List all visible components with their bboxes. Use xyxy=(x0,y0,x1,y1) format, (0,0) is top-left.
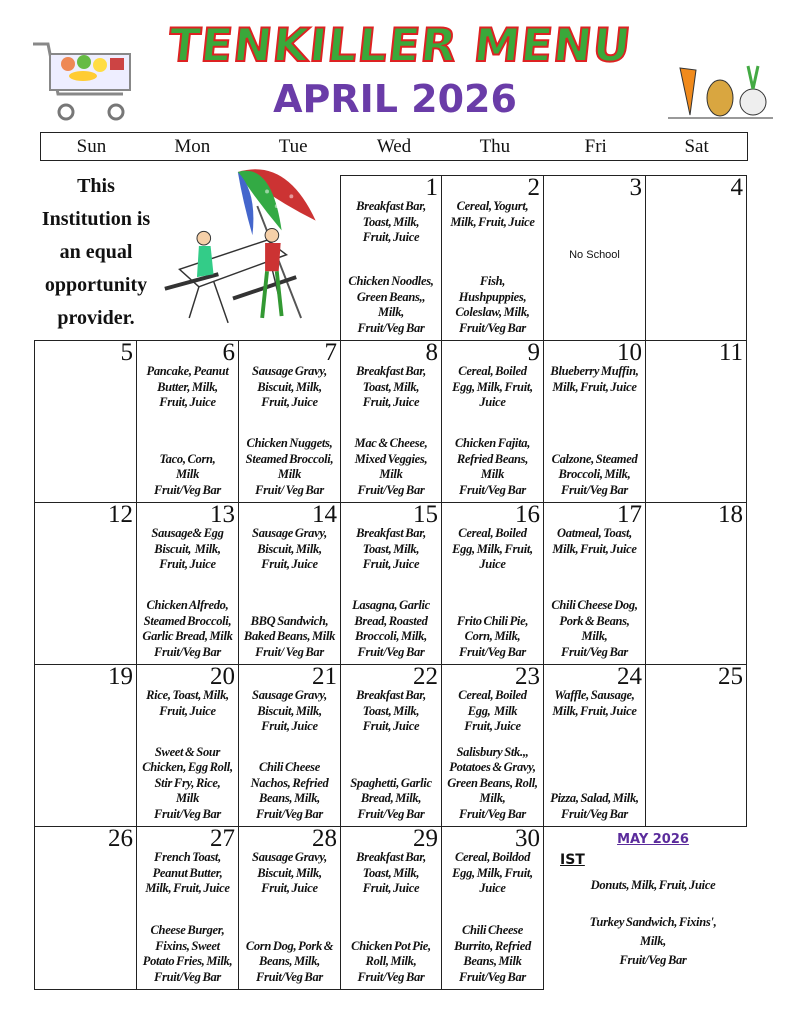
lunch-menu: Cheese Burger, Fixins, Sweet Potato Fries, Milk, Fruit/Veg Bar xyxy=(142,923,233,984)
breakfast-menu: Cereal, Boildod Egg, Milk, Fruit, Juice xyxy=(452,850,533,895)
vegetable-characters-illustration xyxy=(668,60,773,122)
day-cell-6 xyxy=(136,340,239,503)
day-number: 30 xyxy=(515,826,540,852)
weekday-sun: Sun xyxy=(76,136,107,157)
day-cell-8 xyxy=(340,340,442,503)
day-cell-17 xyxy=(543,502,646,665)
breakfast-menu: Oatmeal, Toast, Milk, Fruit, Juice xyxy=(552,526,637,556)
lunch-menu: BBQ Sandwich, Baked Beans, Milk Fruit/ Veg Bar xyxy=(243,613,336,659)
breakfast-menu: Waffle, Sausage, Milk, Fruit, Juice xyxy=(552,688,637,718)
day-number: 15 xyxy=(413,502,438,528)
day-cell-21 xyxy=(238,664,341,827)
day-cell-26 xyxy=(34,826,137,990)
day-cell-24 xyxy=(543,664,646,827)
day-number: 2 xyxy=(527,175,540,201)
day-number: 21 xyxy=(312,664,337,690)
breakfast-menu: Pancake, Peanut Butter, Milk, Fruit, Juice xyxy=(146,364,229,409)
day-cell-12 xyxy=(34,502,137,665)
lunch-menu: Chicken Nuggets, Steamed Broccoli, Milk Fruit/ Veg Bar xyxy=(245,436,334,497)
breakfast-menu: Rice, Toast, Milk, Fruit, Juice xyxy=(146,688,229,718)
day-cell-27 xyxy=(136,826,239,990)
weekday-thu: Thu xyxy=(479,136,511,157)
breakfast-menu: Cereal, Boiled Egg, Milk Fruit, Juice xyxy=(458,688,527,733)
lunch-menu: Chili Cheese Burrito, Refried Beans, Milk Fruit/Veg Bar xyxy=(454,923,531,984)
lunch-menu: Mac & Cheese, Mixed Veggies, Milk Fruit/Veg Bar xyxy=(354,436,428,497)
day-number: 28 xyxy=(312,826,337,852)
breakfast-menu: Cereal, Yogurt, Milk, Fruit, Juice xyxy=(450,199,535,229)
day-cell-9 xyxy=(441,340,544,503)
weekday-wed: Wed xyxy=(376,136,412,157)
day-number: 25 xyxy=(718,664,743,690)
day-number: 24 xyxy=(617,664,642,690)
breakfast-menu: Cereal, Boiled Egg, Milk, Fruit, Juice xyxy=(452,364,533,409)
weekday-sat: Sat xyxy=(684,136,709,157)
day-number: 9 xyxy=(527,340,540,366)
grocery-cart-illustration xyxy=(28,34,138,126)
day-cell-14 xyxy=(238,502,341,665)
weekday-header xyxy=(40,132,748,161)
day-number: 16 xyxy=(515,502,540,528)
breakfast-menu: Sausage Gravy, Biscuit, Milk, Fruit, Juice xyxy=(252,850,327,895)
lunch-menu: Fish, Hushpuppies, Coleslaw, Milk, Fruit/Veg Bar xyxy=(455,274,530,335)
day-cell-15 xyxy=(340,502,442,665)
day-cell-30 xyxy=(441,826,544,990)
breakfast-menu: Blueberry Muffin, Milk, Fruit, Juice xyxy=(550,364,639,394)
day-number: 5 xyxy=(120,340,133,366)
day-cell-28 xyxy=(238,826,341,990)
breakfast-menu: Breakfast Bar, Toast, Milk, Fruit, Juice xyxy=(356,850,426,895)
day-cell-25 xyxy=(645,664,747,827)
lunch-menu: Taco, Corn, Milk Fruit/Veg Bar xyxy=(154,451,221,497)
day-number: 20 xyxy=(210,664,235,690)
may-lunch: Turkey Sandwich, Fixins', Milk, Fruit/Veg Bar xyxy=(589,915,717,967)
breakfast-menu: French Toast, Peanut Butter, Milk, Fruit, Juice xyxy=(145,850,230,895)
day-cell-2 xyxy=(441,175,544,341)
day-number: 18 xyxy=(718,502,743,528)
day-number: 14 xyxy=(312,502,337,528)
month-title: APRIL 2026 xyxy=(273,77,517,121)
lunch-menu: Chicken Noodles, Green Beans,, Milk, Fruit/Veg Bar xyxy=(348,274,434,335)
lunch-menu: Corn Dog, Pork & Beans, Milk, Fruit/Veg Bar xyxy=(245,938,334,984)
day-cell-11 xyxy=(645,340,747,503)
day-cell-13 xyxy=(136,502,239,665)
lunch-menu: Chicken Pot Pie, Roll, Milk, Fruit/Veg Bar xyxy=(351,938,431,984)
lunch-menu: Chicken Alfredo, Steamed Broccoli, Garlic Bread, Milk Fruit/Veg Bar xyxy=(142,598,233,659)
equal-opportunity-notice: This Institution is an equal opportunity provider. xyxy=(41,175,151,329)
weekday-mon: Mon xyxy=(174,136,211,157)
day-number: 19 xyxy=(108,664,133,690)
day-cell-18 xyxy=(645,502,747,665)
weekday-tue: Tue xyxy=(278,136,308,157)
day-cell-4 xyxy=(645,175,747,341)
day-number: 11 xyxy=(718,340,743,366)
breakfast-menu: Sausage& Egg Biscuit, Milk, Fruit, Juice xyxy=(151,526,224,571)
breakfast-menu: Breakfast Bar, Toast, Milk, Fruit, Juice xyxy=(356,526,426,571)
day-number: 3 xyxy=(629,175,642,201)
breakfast-menu: Breakfast Bar, Toast, Milk, Fruit, Juice xyxy=(356,199,426,244)
may-breakfast: Donuts, Milk, Fruit, Juice xyxy=(590,878,716,892)
picnic-table-illustration xyxy=(160,160,340,330)
day-number: 6 xyxy=(222,340,235,366)
lunch-menu: Lasagna, Garlic Bread, Roasted Broccoli, Milk, Fruit/Veg Bar xyxy=(352,598,430,659)
breakfast-menu: Breakfast Bar, Toast, Milk, Fruit, Juice xyxy=(356,364,426,409)
day-number: 4 xyxy=(730,175,743,201)
menu-title: TENKILLER MENU xyxy=(165,18,635,72)
lunch-menu: Salisbury Stk.,, Potatoes & Gravy, Green Beans, Roll, Milk, Fruit/Veg Bar xyxy=(447,744,538,821)
lunch-menu: Chicken Fajita, Refried Beans, Milk Fruit/Veg Bar xyxy=(454,436,531,497)
lunch-menu: Chili Cheese Dog, Pork & Beans, Milk, Fruit/Veg Bar xyxy=(551,598,638,659)
day-cell-29 xyxy=(340,826,442,990)
day-cell-19 xyxy=(34,664,137,827)
breakfast-menu: Breakfast Bar, Toast, Milk, Fruit, Juice xyxy=(356,688,426,733)
lunch-menu: Frito Chili Pie, Corn, Milk, Fruit/Veg Bar xyxy=(456,613,529,659)
day-number: 27 xyxy=(210,826,235,852)
day-cell-20 xyxy=(136,664,239,827)
day-cell-3 xyxy=(543,175,646,341)
day-cell-23 xyxy=(441,664,544,827)
breakfast-menu: Sausage Gravy, Biscuit, Milk, Fruit, Juice xyxy=(252,364,327,409)
day-cell-7 xyxy=(238,340,341,503)
day-number: 7 xyxy=(324,340,337,366)
lunch-menu: Sweet & Sour Chicken, Egg Roll, Stir Fry, Rice, Milk Fruit/Veg Bar xyxy=(142,744,233,821)
lunch-menu: Pizza, Salad, Milk, Fruit/Veg Bar xyxy=(550,791,639,821)
lunch-menu: Calzone, Steamed Broccoli, Milk, Fruit/Veg Bar xyxy=(551,451,638,497)
no-school-note: No School xyxy=(569,249,620,261)
day-cell-5 xyxy=(34,340,137,503)
day-number: 1 xyxy=(425,175,438,201)
breakfast-menu: Cereal, Boiled Egg, Milk, Fruit, Juice xyxy=(452,526,533,571)
day-number: 22 xyxy=(413,664,438,690)
day-cell-1 xyxy=(340,175,442,341)
weekday-fri: Fri xyxy=(584,136,607,157)
lunch-menu: Chili Cheese Nachos, Refried Beans, Milk, Fruit/Veg Bar xyxy=(250,760,329,821)
may-day-label: IST xyxy=(560,852,585,868)
day-number: 17 xyxy=(617,502,642,528)
day-number: 10 xyxy=(617,340,642,366)
lunch-menu: Spaghetti, Garlic Bread, Milk, Fruit/Veg Bar xyxy=(350,775,432,821)
breakfast-menu: Sausage Gravy, Biscuit, Milk, Fruit, Juice xyxy=(252,688,327,733)
day-cell-22 xyxy=(340,664,442,827)
day-number: 23 xyxy=(515,664,540,690)
day-number: 26 xyxy=(108,826,133,852)
day-number: 8 xyxy=(425,340,438,366)
breakfast-menu: Sausage Gravy, Biscuit, Milk, Fruit, Juice xyxy=(252,526,327,571)
day-number: 29 xyxy=(413,826,438,852)
day-number: 13 xyxy=(210,502,235,528)
may-title: MAY 2026 xyxy=(617,832,689,847)
day-number: 12 xyxy=(108,502,133,528)
day-cell-10 xyxy=(543,340,646,503)
day-cell-16 xyxy=(441,502,544,665)
